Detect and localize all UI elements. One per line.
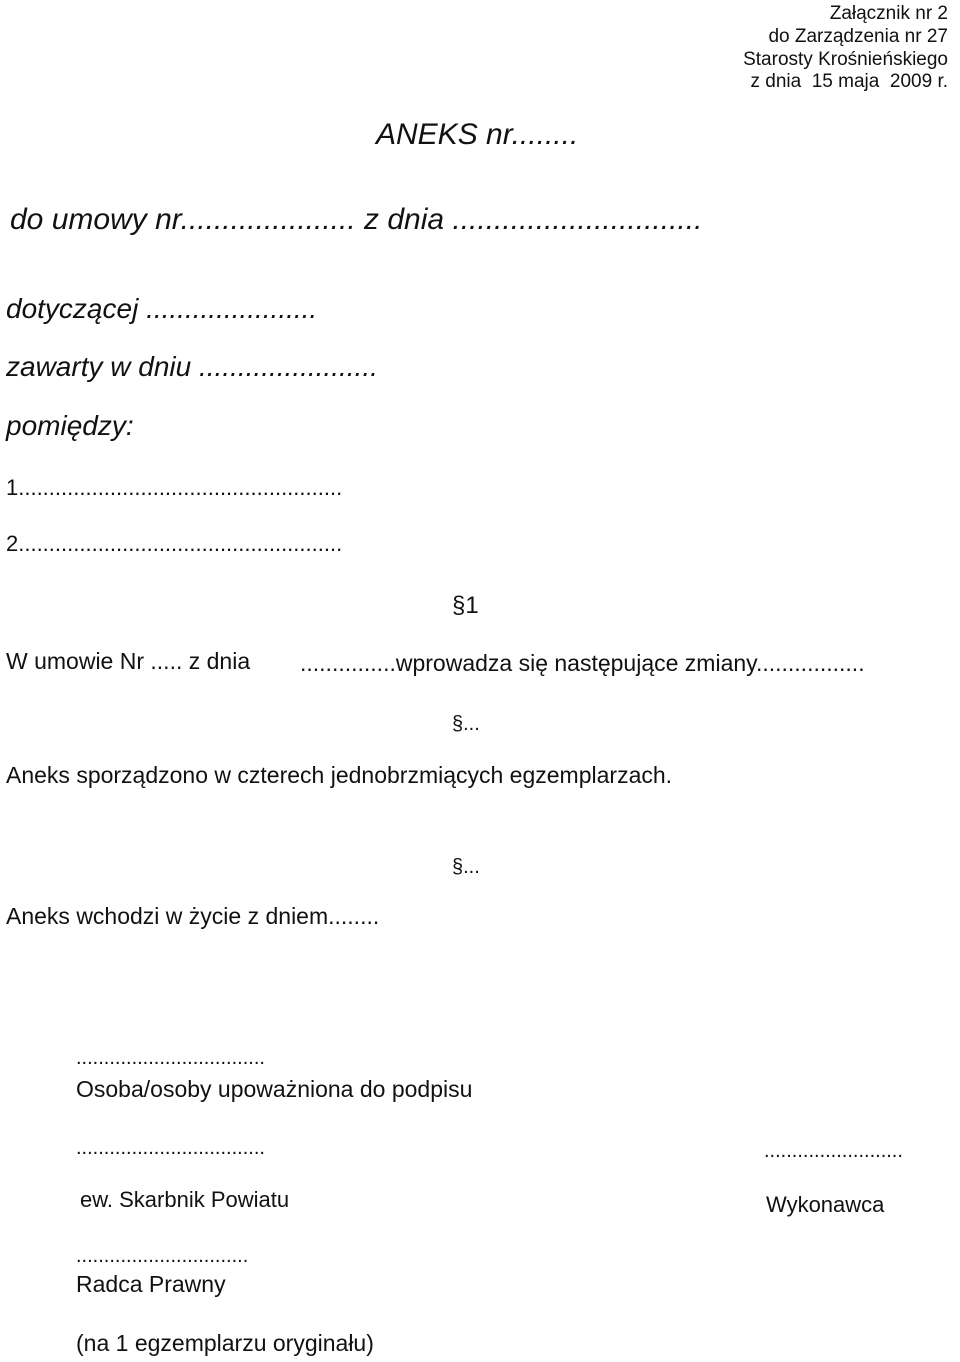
contractor-signature-label: Wykonawca bbox=[766, 1192, 885, 1217]
legal-advisor-signature-label: Radca Prawny bbox=[76, 1271, 226, 1297]
party-2-line: 2..................................................... bbox=[6, 531, 343, 556]
header-line-attachment: Załącznik nr 2 bbox=[829, 3, 948, 24]
authorized-signature-label: Osoba/osoby upoważniona do podpisu bbox=[76, 1076, 473, 1102]
contractor-signature-line: ......................... bbox=[764, 1140, 903, 1162]
effective-date-statement: Aneks wchodzi w życie z dniem........ bbox=[6, 903, 380, 929]
legal-advisor-signature-line: ............................... bbox=[76, 1245, 249, 1267]
section-3-heading: §... bbox=[452, 856, 480, 878]
amendment-line-right: ...............wprowadza się następujące zmiany................. bbox=[300, 650, 865, 676]
document-title: ANEKS nr........ bbox=[376, 118, 579, 151]
amendment-line-left: W umowie Nr ..... z dnia bbox=[6, 648, 251, 674]
treasurer-signature-line: .................................. bbox=[76, 1137, 265, 1159]
section-2-heading: §... bbox=[452, 713, 480, 735]
concerning-line: dotyczącej ...................... bbox=[6, 293, 318, 324]
section-1-heading: §1 bbox=[452, 592, 479, 619]
concluded-date-line: zawarty w dniu ....................... bbox=[6, 351, 378, 382]
header-line-starost: Starosty Krośnieńskiego bbox=[743, 49, 948, 70]
contract-line: do umowy nr..................... z dnia .............................. bbox=[10, 203, 703, 236]
between-label: pomiędzy: bbox=[6, 410, 134, 441]
header-line-ordinance: do Zarządzenia nr 27 bbox=[768, 26, 948, 47]
original-copy-note: (na 1 egzemplarzu oryginału) bbox=[76, 1330, 374, 1356]
header-line-date: z dnia 15 maja 2009 r. bbox=[750, 71, 948, 92]
treasurer-signature-label: ew. Skarbnik Powiatu bbox=[80, 1187, 290, 1212]
party-1-line: 1..................................................... bbox=[6, 475, 343, 500]
authorized-signature-line: .................................. bbox=[76, 1047, 265, 1069]
copies-statement: Aneks sporządzono w czterech jednobrzmiących egzemplarzach. bbox=[6, 762, 673, 788]
